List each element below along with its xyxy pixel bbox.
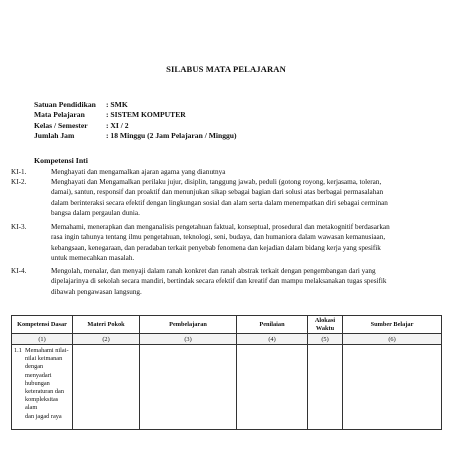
meta-value: : 18 Minggu (2 Jam Pelajaran / Minggu) (106, 131, 237, 141)
kompetensi-inti-heading: Kompetensi Inti (34, 156, 88, 165)
ki-line: damai), santun, responsif dan proaktif dan menunjukan sikap sebagai bagian dari solusi atas berbagai permasalahan (51, 188, 384, 197)
col-header-alokasi-waktu: Alokasi Waktu (308, 316, 343, 334)
col-header-pembelajaran: Pembelajaran (140, 316, 237, 334)
kd-line: hubungan (25, 379, 50, 387)
kd-line: kompleksitas alam (25, 396, 59, 412)
ki-text (51, 177, 439, 218)
meta-row-mapel (34, 110, 237, 120)
column-number: (4) (237, 334, 308, 345)
alokasi-waktu-cell (308, 345, 343, 430)
kd-line: dengan menyadari (25, 363, 52, 379)
ki-line: dipelajarinya di sekolah secara mandiri, bertindak secara efektif dan kreatif dan mampu melaksanakan tugas spesifik (51, 277, 387, 286)
col-header-sumber-belajar: Sumber Belajar (343, 316, 442, 334)
ki-line: dibawah pengawasan langsung. (51, 287, 142, 296)
syllabus-table (11, 315, 442, 430)
meta-row-kelas (34, 121, 237, 131)
meta-value: : XI / 2 (106, 120, 129, 130)
table-header-row (12, 316, 442, 334)
column-number: (2) (73, 334, 140, 345)
column-number: (1) (12, 334, 73, 345)
ki-code: KI-1. (11, 168, 27, 176)
ki-line: Menghayati dan mengamalkan ajaran agama yang dianutnya (51, 168, 226, 176)
pembelajaran-cell (140, 345, 237, 430)
penilaian-cell (237, 345, 308, 430)
identity-block (34, 100, 237, 142)
materi-pokok-cell (73, 345, 140, 430)
kompetensi-dasar-cell (12, 345, 73, 430)
column-number: (3) (140, 334, 237, 345)
ki-text (51, 222, 439, 263)
ki-code: KI-3. (11, 223, 27, 231)
col-header-materi-pokok: Materi Pokok (73, 316, 140, 334)
ki-line: Memahami, menerapkan dan menganalisis pengetahuan faktual, konseptual, prosedural dan metakognitif berdasarkan (51, 223, 390, 231)
ki-line: untuk memecahkan masalah. (51, 253, 135, 262)
ki-line: kebangsaan, kenegaraan, dan peradaban terkait penyebab fenomena dan kejadian dalam bidang kerja yang spesifik (51, 243, 381, 252)
kd-line: keteraturan dan (25, 388, 64, 396)
ki-line: Mengolah, menalar, dan menyaji dalam ranah konkret dan ranah abstrak terkait dengan pengembangan dari yang (51, 267, 376, 275)
ki-code: KI-2. (11, 178, 27, 186)
document-title: SILABUS MATA PELAJARAN (166, 64, 286, 74)
column-number: (5) (308, 334, 343, 345)
ki-line: Menghayati dan Mengamalkan perilaku jujur, disiplin, tanggung jawab, peduli (gotong royong, kerjasama, toleran, (51, 178, 382, 186)
meta-label: Kelas / Semester (34, 120, 88, 130)
meta-label: Satuan Pendidikan (34, 100, 96, 109)
table-row (12, 345, 442, 430)
kd-line: dan jagad raya (25, 412, 62, 420)
column-number: (6) (343, 334, 442, 345)
kd-line: Memahami nilai- (25, 347, 69, 354)
ki-line: bangsa dalam pergaulan dunia. (51, 208, 140, 217)
meta-row-jumlah-jam (34, 131, 237, 141)
col-header-kompetensi-dasar: Kompetensi Dasar (12, 316, 73, 334)
ki-line: dalam berinteraksi secara efektif dengan lingkungan sosial dan alam serta dalam menempatkan diri sebagai cerminan (51, 198, 388, 207)
col-header-penilaian: Penilaian (237, 316, 308, 334)
meta-value: : SISTEM KOMPUTER (106, 110, 186, 120)
meta-label: Jumlah Jam (34, 131, 75, 141)
kd-number: 1.1 (14, 347, 22, 354)
kd-text (25, 347, 71, 421)
ki-text (51, 167, 439, 177)
column-number-row (12, 334, 442, 345)
ki-code: KI-4. (11, 267, 27, 275)
meta-row-satuan (34, 100, 237, 110)
sumber-belajar-cell (343, 345, 442, 430)
meta-value: : SMK (106, 100, 128, 109)
ki-line: rasa ingin tahunya tentang ilmu pengetahuan, teknologi, seni, budaya, dan humaniora dalam wawasan kemanusiaan, (51, 233, 386, 242)
ki-text (51, 266, 439, 297)
kd-line: nilai keimanan (25, 355, 63, 363)
meta-label: Mata Pelajaran (34, 110, 85, 120)
